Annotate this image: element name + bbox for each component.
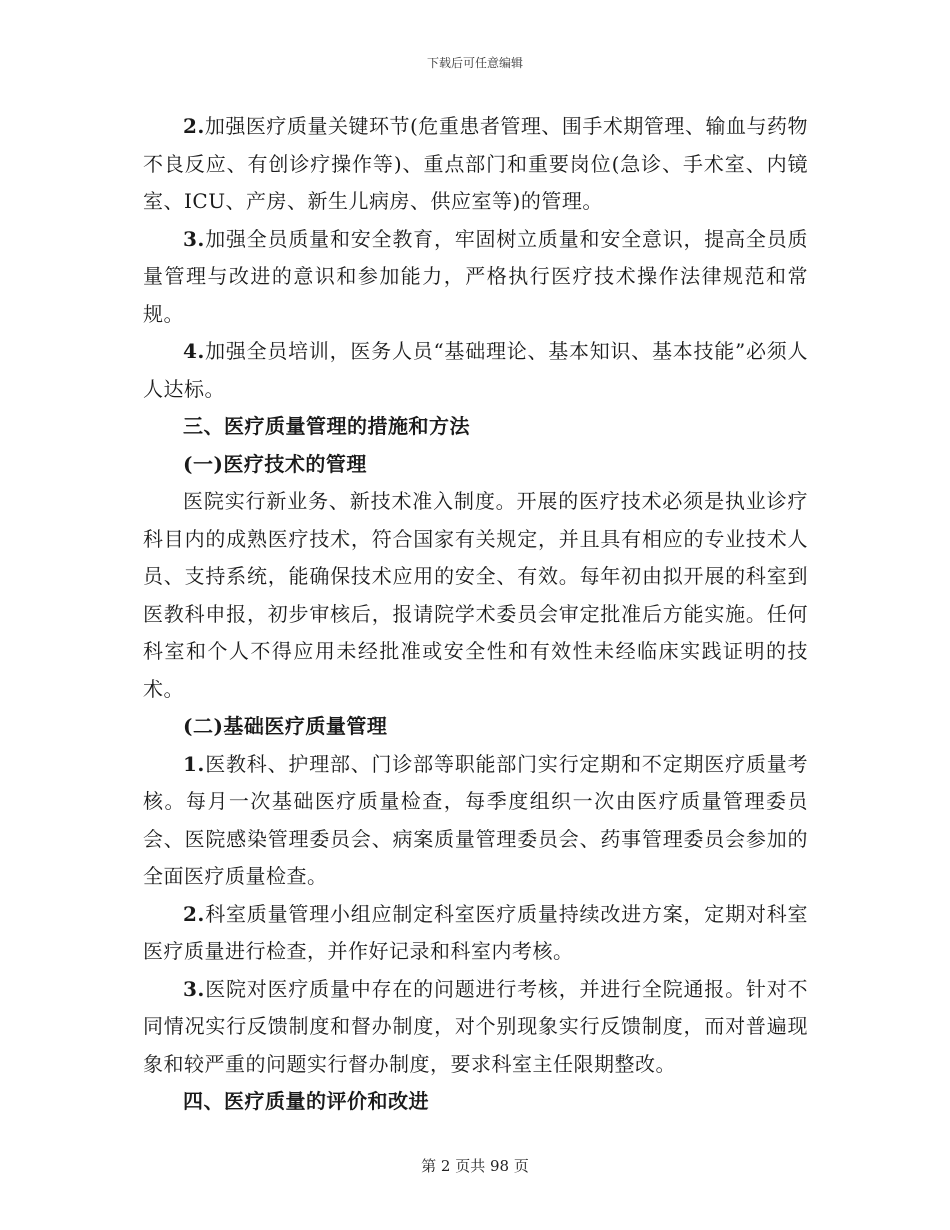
paragraph-text: 医院对医疗质量中存在的问题进行考核，并进行全院通报。针对不同情况实行反馈制度和督办制度，对个别现象实行反馈制度，而对普遍现象和较严重的问题实行督办制度，要求科室主任限期整改。 bbox=[143, 976, 808, 1076]
subsection-2-item-3 bbox=[143, 971, 808, 1084]
item-number: 3. bbox=[183, 226, 205, 251]
subsection-2-item-1 bbox=[143, 746, 808, 896]
item-number: 3. bbox=[183, 976, 205, 1001]
subsection-heading-1: (一)医疗技术的管理 bbox=[183, 451, 367, 476]
section-heading-3: 三、医疗质量管理的措施和方法 bbox=[183, 414, 470, 438]
paragraph-item-2 bbox=[143, 108, 808, 221]
page-header: 下载后可任意编辑 bbox=[426, 56, 523, 70]
item-number: 4. bbox=[183, 339, 205, 363]
section-heading-4: 四、医疗质量的评价和改进 bbox=[183, 1089, 429, 1113]
subsection-heading-2: (二)基础医疗质量管理 bbox=[183, 714, 388, 738]
paragraph-text: 科室质量管理小组应制定科室医疗质量持续改进方案，定期对科室医疗质量进行检查，并作好记录和科室内考核。 bbox=[143, 901, 808, 963]
item-number: 1. bbox=[183, 751, 205, 776]
paragraph-item-3 bbox=[143, 221, 808, 334]
item-number: 2. bbox=[183, 114, 205, 138]
paragraph-item-4 bbox=[143, 333, 808, 408]
paragraph-text: 加强医疗质量关键环节(危重患者管理、围手术期管理、输血与药物不良反应、有创诊疗操作等)、重点部门和重要岗位(急诊、手术室、内镜室、ICU、产房、新生儿病房、供应室等)的管理。 bbox=[143, 114, 808, 213]
paragraph-text: 医教科、护理部、门诊部等职能部门实行定期和不定期医疗质量考核。每月一次基础医疗质量检查，每季度组织一次由医疗质量管理委员会、医院感染管理委员会、病案质量管理委员会、药事管理委员会参加的全面医疗质量检查。 bbox=[143, 751, 808, 888]
paragraph-text: 加强全员培训，医务人员“基础理论、基本知识、基本技能”必须人人达标。 bbox=[143, 339, 808, 401]
subsection-1-text: 医院实行新业务、新技术准入制度。开展的医疗技术必须是执业诊疗科目内的成熟医疗技术，符合国家有关规定，并且具有相应的专业技术人员、支持系统，能确保技术应用的安全、有效。每年初由拟开展的科室到医教科申报，初步审核后，报请院学术委员会审定批准后方能实施。任何科室和个人不得应用未经批准或安全性和有效性未经临床实践证明的技术。 bbox=[143, 489, 808, 701]
subsection-2-item-2 bbox=[143, 896, 808, 971]
document-body bbox=[143, 108, 808, 1121]
item-number: 2. bbox=[183, 901, 205, 926]
page-footer: 第 2 页共 98 页 bbox=[421, 1157, 529, 1175]
paragraph-text: 加强全员质量和安全教育，牢固树立质量和安全意识，提高全员质量管理与改进的意识和参加能力，严格执行医疗技术操作法律规范和常规。 bbox=[143, 226, 808, 326]
